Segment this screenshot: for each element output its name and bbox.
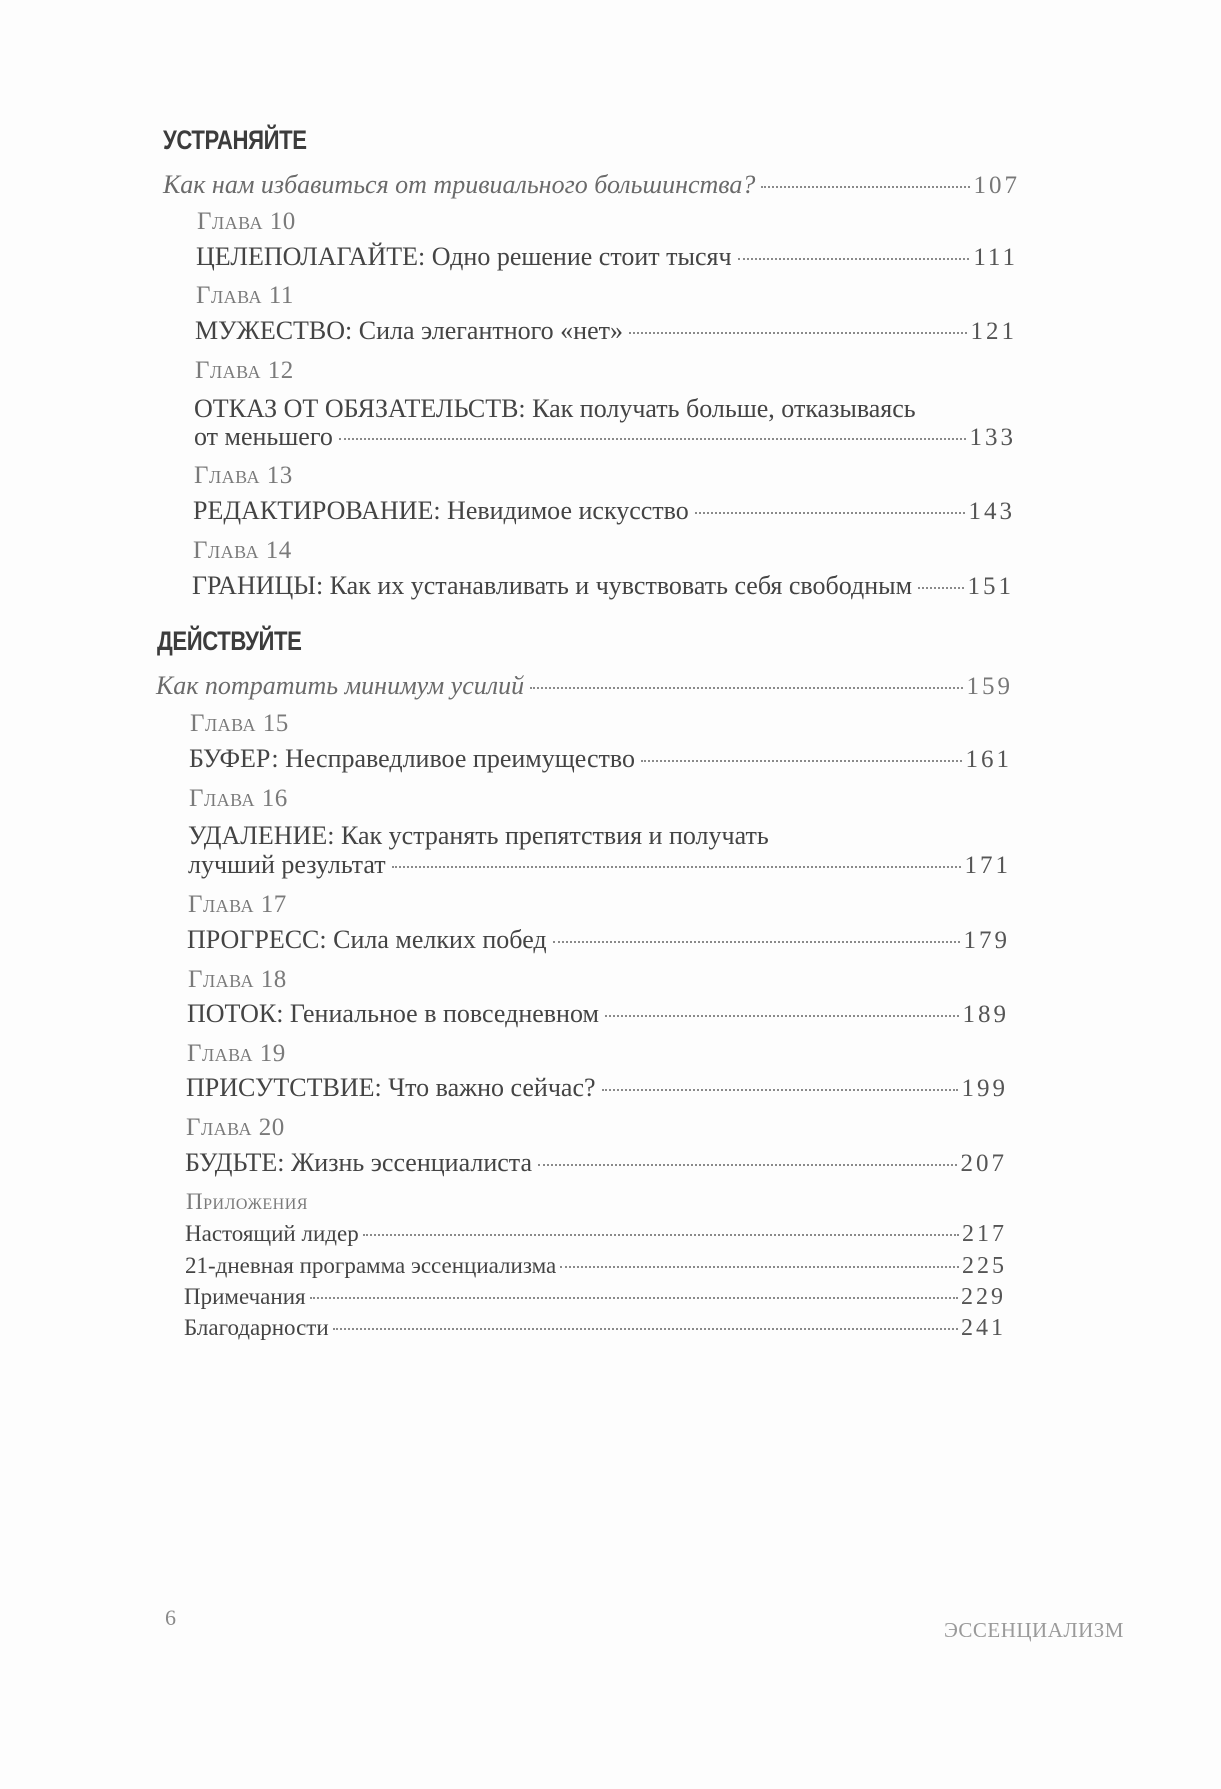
page-number: 207: [960, 1150, 1007, 1177]
page-number: 171: [964, 852, 1011, 879]
chapter-label: Глава 19: [187, 1040, 286, 1067]
dot-leader: [918, 587, 963, 589]
section-subtitle-entry[interactable]: [156, 673, 1013, 699]
dot-leader: [538, 1164, 956, 1166]
chapter-title: ЦЕЛЕПОЛАГАЙТЕ: Одно решение стоит тысяч: [196, 242, 732, 271]
chapter-label: Глава 18: [188, 966, 287, 993]
chapter-title: РЕДАКТИРОВАНИЕ: Невидимое искусство: [193, 496, 689, 525]
chapter-entry[interactable]: [193, 498, 1015, 524]
chapter-title-line2: лучший результат: [188, 850, 386, 879]
chapter-entry[interactable]: [196, 244, 1018, 270]
chapter-label: Глава 11: [196, 282, 294, 309]
appendix-entry[interactable]: [185, 1254, 1007, 1278]
appendix-title: Настоящий лидер: [185, 1221, 359, 1246]
appendix-title: 21-дневная программа эссенциализма: [185, 1253, 557, 1278]
dot-leader: [602, 1089, 958, 1091]
section-title-act: ДЕЙСТВУЙТЕ: [157, 626, 302, 656]
appendix-entry[interactable]: [184, 1285, 1006, 1309]
dot-leader: [695, 512, 965, 514]
page-number: 143: [968, 498, 1015, 525]
chapter-title: МУЖЕСТВО: Сила элегантного «нет»: [195, 316, 623, 345]
page-number: 229: [961, 1284, 1006, 1310]
appendix-entry[interactable]: [184, 1316, 1006, 1340]
chapter-title: ПРОГРЕСС: Сила мелких побед: [187, 925, 547, 954]
dot-leader: [339, 438, 966, 440]
dot-leader: [738, 258, 970, 260]
section-title-eliminate: УСТРАНЯЙТЕ: [163, 125, 307, 155]
page-number: 199: [961, 1075, 1008, 1102]
page-number: 217: [962, 1221, 1007, 1247]
chapter-title: БУДЬТЕ: Жизнь эссенциалиста: [185, 1148, 533, 1177]
page-number: 111: [973, 244, 1018, 271]
chapter-label: Глава 12: [195, 357, 294, 384]
chapter-entry[interactable]: [187, 1001, 1009, 1027]
page-number: 179: [963, 927, 1010, 954]
chapter-label: Глава 17: [188, 891, 287, 918]
chapter-title-line1[interactable]: УДАЛЕНИЕ: Как устранять препятствия и получать: [188, 821, 769, 850]
page-number: 241: [961, 1315, 1006, 1341]
dot-leader: [553, 941, 960, 943]
page-number: 121: [970, 318, 1017, 345]
chapter-label: Глава 13: [194, 462, 293, 489]
appendix-entry[interactable]: [185, 1222, 1007, 1246]
chapter-entry[interactable]: [187, 927, 1010, 953]
section-subtitle-entry[interactable]: [163, 172, 1020, 198]
page-number: 159: [966, 673, 1013, 700]
dot-leader: [363, 1234, 959, 1236]
chapter-entry[interactable]: [189, 746, 1012, 772]
chapter-entry[interactable]: [185, 1150, 1007, 1176]
footer-book-title: ЭССЕНЦИАЛИЗМ: [944, 1618, 1124, 1642]
appendix-title: Примечания: [184, 1284, 306, 1309]
chapter-label: Глава 20: [186, 1114, 285, 1141]
appendix-title: Благодарности: [184, 1315, 329, 1340]
dot-leader: [310, 1297, 958, 1299]
chapter-title: ГРАНИЦЫ: Как их устанавливать и чувствовать себя свободным: [192, 571, 913, 600]
chapter-entry[interactable]: [186, 1075, 1008, 1101]
page-number: 151: [967, 573, 1014, 600]
chapter-label: Глава 14: [193, 537, 292, 564]
dot-leader: [641, 760, 962, 762]
page-number: 161: [965, 746, 1012, 773]
dot-leader: [761, 186, 969, 188]
dot-leader: [333, 1328, 958, 1330]
appendices-label: Приложения: [186, 1189, 308, 1214]
chapter-label: Глава 15: [190, 710, 289, 737]
dot-leader: [605, 1015, 959, 1017]
dot-leader: [392, 866, 961, 868]
chapter-label: Глава 16: [189, 785, 288, 812]
chapter-entry[interactable]: [194, 424, 1016, 450]
chapter-title: ПОТОК: Гениальное в повседневном: [187, 999, 599, 1028]
page-number: 107: [973, 172, 1020, 199]
section-subtitle: Как нам избавиться от тривиального большинства?: [163, 170, 756, 199]
dot-leader: [560, 1266, 959, 1268]
chapter-entry[interactable]: [192, 573, 1014, 599]
footer-page-number: 6: [165, 1605, 176, 1630]
chapter-title: ПРИСУТСТВИЕ: Что важно сейчас?: [186, 1073, 596, 1102]
page-number: 225: [962, 1253, 1007, 1279]
chapter-title: БУФЕР: Несправедливое преимущество: [189, 744, 635, 773]
page-number: 133: [969, 424, 1016, 451]
chapter-label: Глава 10: [197, 208, 296, 235]
dot-leader: [629, 332, 967, 334]
chapter-title-line2: от меньшего: [194, 422, 333, 451]
page-number: 189: [962, 1001, 1009, 1028]
chapter-title-line1[interactable]: ОТКАЗ ОТ ОБЯЗАТЕЛЬСТВ: Как получать больше, отказываясь: [194, 394, 916, 423]
section-subtitle: Как потратить минимум усилий: [156, 671, 525, 700]
chapter-entry[interactable]: [188, 852, 1011, 878]
chapter-entry[interactable]: [195, 318, 1017, 344]
dot-leader: [530, 687, 962, 689]
